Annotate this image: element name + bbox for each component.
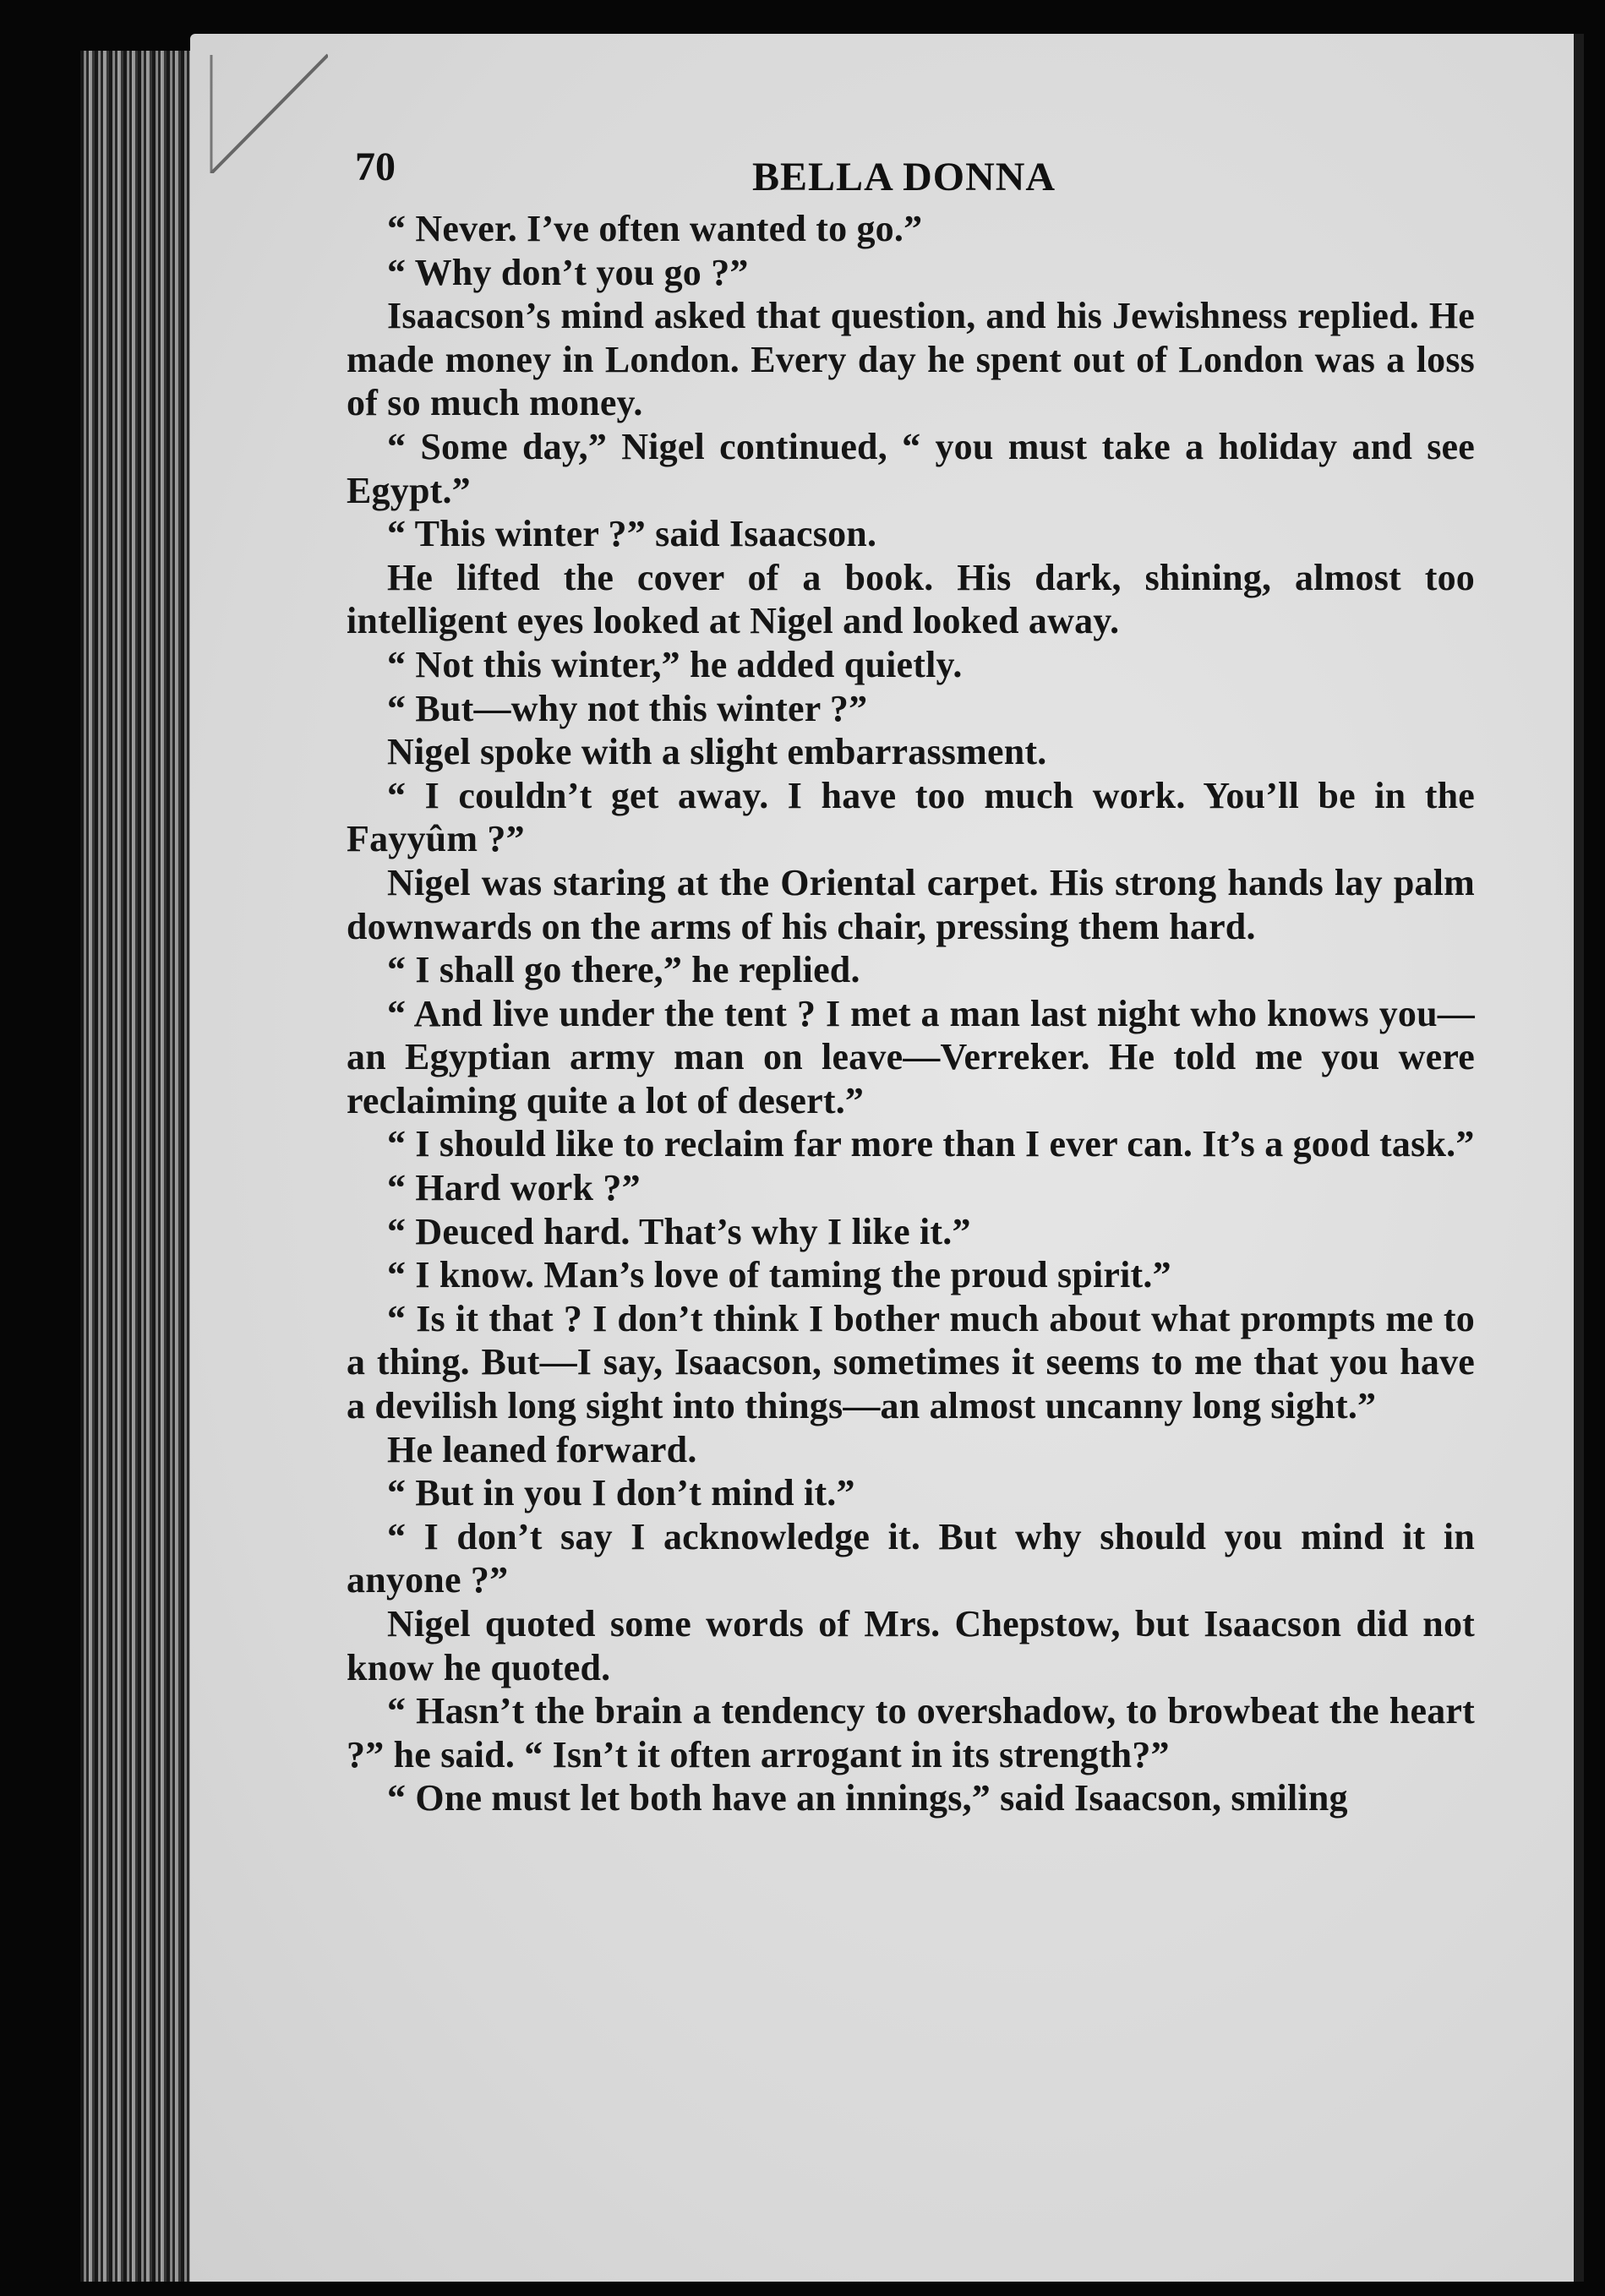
- body-text: [347, 207, 1475, 1820]
- paragraph: “ Hasn’t the brain a tendency to overshadow, to browbeat the heart ?” he said. “ Isn’t it often arrogant in its strength?”: [347, 1690, 1475, 1775]
- paragraph: “ I couldn’t get away. I have too much work. You’ll be in the Fayyûm ?”: [347, 774, 1475, 860]
- paragraph: “ I shall go there,” he replied.: [387, 949, 860, 991]
- running-head: [347, 131, 1475, 207]
- book-title: BELLA DONNA: [752, 155, 1056, 199]
- page-content: [347, 131, 1475, 1820]
- paragraph: Nigel spoke with a slight embarrassment.: [387, 731, 1047, 773]
- paragraph: “ Is it that ? I don’t think I bother much about what prompts me to a thing. But—I say, Isaacson, sometimes it seems to me that you have a devilish long sight into things—an almost uncanny long sight.”: [347, 1297, 1475, 1427]
- paragraph: “ This winter ?” said Isaacson.: [387, 513, 877, 555]
- paragraph: He lifted the cover of a book. His dark, shining, almost too intelligent eyes looked at Nigel and looked away.: [347, 556, 1475, 642]
- paragraph: “ Never. I’ve often wanted to go.”: [387, 208, 923, 249]
- paragraph: He leaned forward.: [387, 1428, 697, 1470]
- page-edges: [80, 51, 207, 2282]
- page-right-edge: [1574, 34, 1584, 2282]
- paragraph: “ I should like to reclaim far more than I ever can. It’s a good task.”: [387, 1123, 1475, 1165]
- paragraph: “ Deuced hard. That’s why I like it.”: [387, 1210, 971, 1252]
- paragraph: “ But in you I don’t mind it.”: [387, 1472, 855, 1514]
- paragraph: “ But—why not this winter ?”: [387, 687, 868, 729]
- paragraph: “ Some day,” Nigel continued, “ you must take a holiday and see Egypt.”: [347, 425, 1475, 511]
- paragraph: Nigel was staring at the Oriental carpet. His strong hands lay palm downwards on the arms of his chair, pressing them hard.: [347, 861, 1475, 947]
- folded-corner: [201, 46, 328, 173]
- paragraph: Isaacson’s mind asked that question, and his Jewishness replied. He made money in London. Every day he spent out of London was a loss of so much money.: [347, 295, 1475, 424]
- paragraph: “ I know. Man’s love of taming the proud spirit.”: [387, 1254, 1171, 1296]
- page-number: 70: [355, 145, 396, 189]
- paragraph: “ Not this winter,” he added quietly.: [387, 643, 963, 685]
- paragraph: “ Why don’t you go ?”: [387, 251, 749, 293]
- paragraph: “ And live under the tent ? I met a man last night who knows you—an Egyptian army man on leave—Verreker. He told me you were reclaiming quite a lot of desert.”: [347, 992, 1475, 1121]
- paragraph: Nigel quoted some words of Mrs. Chepstow, but Isaacson did not know he quoted.: [347, 1603, 1475, 1688]
- paragraph: “ One must let both have an innings,” said Isaacson, smiling: [387, 1777, 1348, 1819]
- paragraph: “ I don’t say I acknowledge it. But why should you mind it in anyone ?”: [347, 1515, 1475, 1601]
- paragraph: “ Hard work ?”: [387, 1167, 641, 1209]
